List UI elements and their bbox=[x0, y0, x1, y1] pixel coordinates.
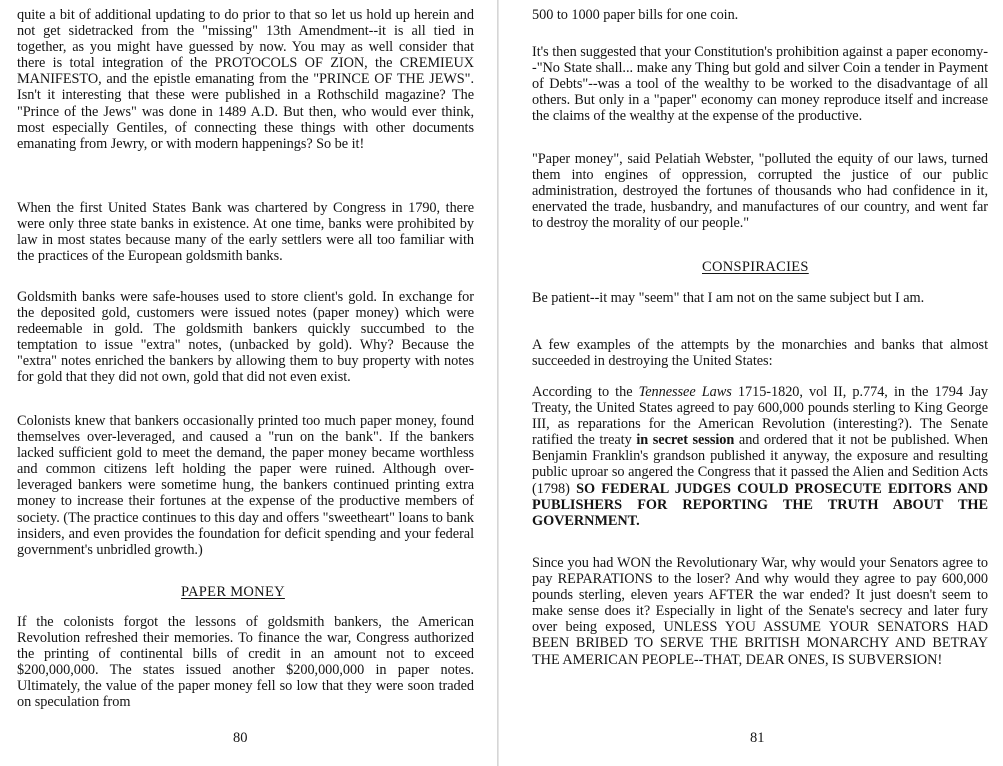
federal-judges-emphasis: SO FEDERAL JUDGES COULD PROSECUTE EDITORS AND PUBLISHERS FOR REPORTING THE TRUTH ABOUT THE GOVERNMENT. bbox=[532, 480, 988, 529]
right-paragraph-3: "Paper money", said Pelatiah Webster, "polluted the equity of our laws, turned them into engines of oppression, corrupted the justice of our public administration, destroyed the fortunes of thousands who had confidence in it, enervated the trade, husbandry, and manufactures of our country, and went far to destroy the morality of our people." bbox=[532, 151, 988, 232]
secret-session-emphasis: in secret session bbox=[636, 432, 735, 449]
right-paragraph-7: Since you had WON the Revolutionary War, why would your Senators agree to pay REPARATIONS to the loser? And why would they agree to pay 600,000 pounds sterling, eleven years AFTER the war ended? It just doesn't seem to make sense does it? Especially in light of the Senate's secrecy and later fury over being exposed, UNLESS YOU ASSUME YOUR SENATORS HAD BEEN BRIBED TO SERVE THE BRITISH MONARCHY AND BETRAY THE AMERICAN PEOPLE--THAT, DEAR ONES, IS SUBVERSION! bbox=[532, 555, 988, 668]
right-paragraph-2: It's then suggested that your Constitution's prohibition against a paper economy--"No State shall... make any Thing but gold and silver Coin a tender in Payment of Debts"--was a tool of the wealthy to be worked to the disadvantage of all others. But only in a "paper" economy can money reproduce itself and increase the claims of the wealthy at the expense of the productive. bbox=[532, 44, 988, 125]
right-paragraph-1: 500 to 1000 paper bills for one coin. bbox=[532, 7, 739, 23]
left-paragraph-2: When the first United States Bank was chartered by Congress in 1790, there were only three state banks in existence. At one time, banks were prohibited by law in most states because many of the early settlers were all too familiar with the practices of the European goldsmith banks. bbox=[17, 200, 474, 265]
right-paragraph-5: A few examples of the attempts by the monarchies and banks that almost succeeded in destroying the United States: bbox=[532, 337, 988, 370]
right-page bbox=[500, 0, 1003, 766]
tennessee-laws-title: Tennessee Laws bbox=[638, 384, 732, 400]
left-paragraph-3: Goldsmith banks were safe-houses used to store client's gold. In exchange for the deposited gold, customers were issued notes (paper money) which were redeemable in gold. The goldsmith bankers quickly succumbed to the temptation to issue "extra" notes, (unbacked by gold). Why? Because the "extra" notes enriched the bankers by allowing them to buy property with notes for gold that they did not own, gold that did not even exist. bbox=[17, 289, 474, 386]
left-paragraph-1: quite a bit of additional updating to do prior to that so let us hold up herein and not get sidetracked from the "missing" 13th Amendment--it is all tied in together, as you might have guessed by now. You may as well consider that there is total integration of the PROTOCOLS OF ZION, the CREMIEUX MANIFESTO, and the epistle emanating from the "PRINCE OF THE JEWS". Isn't it interesting that these were published in a Rothschild magazine? The "Prince of the Jews" was done in 1489 A.D. But then, who would ever think, most especially Gentiles, of connecting these things with other documents emanating from Jewry, or with modern happenings? So be it! bbox=[17, 7, 474, 152]
left-page bbox=[0, 0, 497, 766]
page-number-right: 81 bbox=[750, 730, 765, 746]
paragraph-6-text-1: According to the bbox=[532, 384, 639, 400]
page-number-left: 80 bbox=[233, 730, 248, 746]
heading-paper-money: PAPER MONEY bbox=[181, 584, 285, 600]
right-paragraph-6 bbox=[532, 384, 988, 529]
heading-conspiracies: CONSPIRACIES bbox=[702, 259, 809, 275]
paragraph-6-text-2: 1715-1820, vol II, p.774, in the 1794 Jay Treaty, the United States agreed to pay 600,000 pounds sterling to King George III, as reparations for the American Revolution (interesting?). The Senate ratified the treaty bbox=[532, 384, 988, 449]
right-paragraph-4: Be patient--it may "seem" that I am not on the same subject but I am. bbox=[532, 290, 925, 306]
left-paragraph-4: Colonists knew that bankers occasionally printed too much paper money, found themselves over-leveraged, and caused a "run on the bank". If the bankers lacked sufficient gold to meet the demand, the paper money became worthless and common citizens left holding the paper were ruined. Although over-leveraged bankers were sometime hung, the bankers continued printing extra money to increase their fortunes at the expense of the productive members of society. (The practice continues to this day and offers "sweetheart" loans to bank insiders, and even provides the foundation for deficit spending and your federal government's unbridled growth.) bbox=[17, 413, 474, 558]
paragraph-6-text-3: and ordered that it not be published. When Benjamin Franklin's grandson published it anyway, the exposure and resulting public uproar so angered the Congress that it passed the Alien and Sedition Acts (1798) bbox=[532, 432, 989, 497]
book-gutter bbox=[497, 0, 499, 766]
left-paragraph-5: If the colonists forgot the lessons of goldsmith bankers, the American Revolution refreshed their memories. To finance the war, Congress authorized the printing of continental bills of credit in an amount not to exceed $200,000,000. The states issued another $200,000,000 in paper notes. Ultimately, the value of the paper money fell so low that they were soon traded on speculation from bbox=[17, 614, 474, 711]
